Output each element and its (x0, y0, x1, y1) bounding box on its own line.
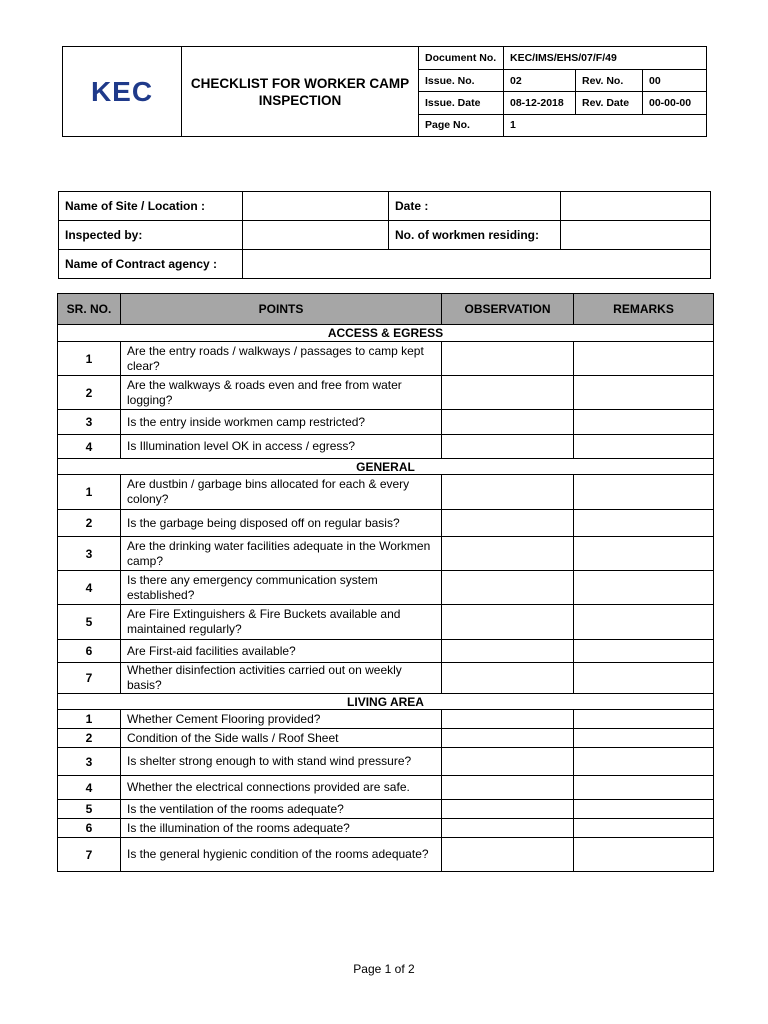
remarks-field[interactable] (574, 748, 714, 776)
checklist-row (58, 537, 714, 571)
row-sr-no: 2 (58, 510, 121, 537)
observation-field[interactable] (442, 410, 574, 435)
doc-no-label: Document No. (419, 47, 504, 70)
contract-agency-label: Name of Contract agency : (59, 250, 243, 279)
checklist-row (58, 800, 714, 819)
checklist-row (58, 475, 714, 510)
observation-field[interactable] (442, 510, 574, 537)
checklist-row (58, 571, 714, 605)
doc-no-value: KEC/IMS/EHS/07/F/49 (504, 47, 707, 70)
date-field[interactable] (561, 192, 711, 221)
checklist-row (58, 710, 714, 729)
observation-field[interactable] (442, 800, 574, 819)
section-title: ACCESS & EGRESS (58, 325, 714, 342)
kec-logo: KEC (90, 75, 154, 107)
issue-date-value: 08-12-2018 (504, 92, 576, 114)
observation-field[interactable] (442, 729, 574, 748)
remarks-field[interactable] (574, 838, 714, 872)
row-sr-no: 1 (58, 710, 121, 729)
section-header-row (58, 694, 714, 710)
observation-field[interactable] (442, 710, 574, 729)
col-header-observation: OBSERVATION (442, 294, 574, 325)
observation-field[interactable] (442, 537, 574, 571)
rev-no-label: Rev. No. (576, 70, 643, 92)
section-title: GENERAL (58, 459, 714, 475)
observation-field[interactable] (442, 571, 574, 605)
row-sr-no: 6 (58, 640, 121, 663)
row-sr-no: 4 (58, 776, 121, 800)
remarks-field[interactable] (574, 571, 714, 605)
row-point-text: Is the entry inside workmen camp restricted? (121, 410, 442, 435)
row-point-text: Is there any emergency communication system established? (121, 571, 442, 605)
observation-field[interactable] (442, 748, 574, 776)
remarks-field[interactable] (574, 342, 714, 376)
col-header-sr-no: SR. NO. (58, 294, 121, 325)
row-point-text: Is shelter strong enough to with stand wind pressure? (121, 748, 442, 776)
document-title: CHECKLIST FOR WORKER CAMP INSPECTION (182, 47, 419, 137)
inspected-by-label: Inspected by: (59, 221, 243, 250)
observation-field[interactable] (442, 605, 574, 640)
remarks-field[interactable] (574, 800, 714, 819)
checklist-row (58, 640, 714, 663)
row-point-text: Is the garbage being disposed off on regular basis? (121, 510, 442, 537)
row-point-text: Whether disinfection activities carried out on weekly basis? (121, 663, 442, 694)
row-point-text: Whether the electrical connections provided are safe. (121, 776, 442, 800)
issue-no-label: Issue. No. (419, 70, 504, 92)
row-sr-no: 2 (58, 729, 121, 748)
row-sr-no: 1 (58, 342, 121, 376)
row-point-text: Are First-aid facilities available? (121, 640, 442, 663)
row-sr-no: 3 (58, 537, 121, 571)
row-sr-no: 7 (58, 838, 121, 872)
remarks-field[interactable] (574, 776, 714, 800)
checklist-row (58, 342, 714, 376)
remarks-field[interactable] (574, 640, 714, 663)
checklist-row (58, 376, 714, 410)
observation-field[interactable] (442, 475, 574, 510)
row-point-text: Are dustbin / garbage bins allocated for each & every colony? (121, 475, 442, 510)
workmen-residing-label: No. of workmen residing: (389, 221, 561, 250)
rev-no-value: 00 (643, 70, 707, 92)
inspection-checklist-table (57, 293, 714, 872)
date-label: Date : (389, 192, 561, 221)
remarks-field[interactable] (574, 710, 714, 729)
checklist-row (58, 510, 714, 537)
row-sr-no: 7 (58, 663, 121, 694)
issue-date-label: Issue. Date (419, 92, 504, 114)
issue-no-value: 02 (504, 70, 576, 92)
row-sr-no: 5 (58, 605, 121, 640)
row-point-text: Condition of the Side walls / Roof Sheet (121, 729, 442, 748)
row-point-text: Are the walkways & roads even and free from water logging? (121, 376, 442, 410)
checklist-row (58, 663, 714, 694)
row-point-text: Is Illumination level OK in access / egress? (121, 435, 442, 459)
remarks-field[interactable] (574, 376, 714, 410)
remarks-field[interactable] (574, 605, 714, 640)
site-location-label: Name of Site / Location : (59, 192, 243, 221)
remarks-field[interactable] (574, 819, 714, 838)
observation-field[interactable] (442, 663, 574, 694)
site-location-field[interactable] (243, 192, 389, 221)
checklist-row (58, 410, 714, 435)
row-sr-no: 5 (58, 800, 121, 819)
row-point-text: Is the general hygienic condition of the rooms adequate? (121, 838, 442, 872)
checklist-row (58, 729, 714, 748)
checklist-row (58, 605, 714, 640)
checklist-body (58, 325, 714, 872)
observation-field[interactable] (442, 376, 574, 410)
workmen-residing-field[interactable] (561, 221, 711, 250)
remarks-field[interactable] (574, 435, 714, 459)
row-sr-no: 4 (58, 435, 121, 459)
row-sr-no: 1 (58, 475, 121, 510)
remarks-field[interactable] (574, 729, 714, 748)
page-footer: Page 1 of 2 (353, 962, 415, 976)
contract-agency-field[interactable] (243, 250, 711, 279)
row-point-text: Are Fire Extinguishers & Fire Buckets available and maintained regularly? (121, 605, 442, 640)
observation-field[interactable] (442, 838, 574, 872)
remarks-field[interactable] (574, 410, 714, 435)
row-sr-no: 4 (58, 571, 121, 605)
site-info-table (58, 191, 711, 279)
remarks-field[interactable] (574, 475, 714, 510)
row-point-text: Are the drinking water facilities adequate in the Workmen camp? (121, 537, 442, 571)
rev-date-label: Rev. Date (576, 92, 643, 114)
remarks-field[interactable] (574, 510, 714, 537)
observation-field[interactable] (442, 819, 574, 838)
row-point-text: Is the illumination of the rooms adequate? (121, 819, 442, 838)
rev-date-value: 00-00-00 (643, 92, 707, 114)
document-header (62, 46, 707, 137)
observation-field[interactable] (442, 640, 574, 663)
checklist-row (58, 819, 714, 838)
observation-field[interactable] (442, 435, 574, 459)
remarks-field[interactable] (574, 537, 714, 571)
company-logo-cell (63, 47, 182, 137)
row-sr-no: 3 (58, 748, 121, 776)
row-sr-no: 3 (58, 410, 121, 435)
observation-field[interactable] (442, 342, 574, 376)
section-header-row (58, 459, 714, 475)
row-point-text: Is the ventilation of the rooms adequate? (121, 800, 442, 819)
inspected-by-field[interactable] (243, 221, 389, 250)
row-point-text: Whether Cement Flooring provided? (121, 710, 442, 729)
col-header-points: POINTS (121, 294, 442, 325)
page-no-label: Page No. (419, 114, 504, 136)
section-header-row (58, 325, 714, 342)
row-sr-no: 6 (58, 819, 121, 838)
checklist-row (58, 748, 714, 776)
row-point-text: Are the entry roads / walkways / passages to camp kept clear? (121, 342, 442, 376)
checklist-row (58, 838, 714, 872)
row-sr-no: 2 (58, 376, 121, 410)
page-no-value: 1 (504, 114, 707, 136)
section-title: LIVING AREA (58, 694, 714, 710)
observation-field[interactable] (442, 776, 574, 800)
col-header-remarks: REMARKS (574, 294, 714, 325)
checklist-row (58, 435, 714, 459)
remarks-field[interactable] (574, 663, 714, 694)
checklist-row (58, 776, 714, 800)
